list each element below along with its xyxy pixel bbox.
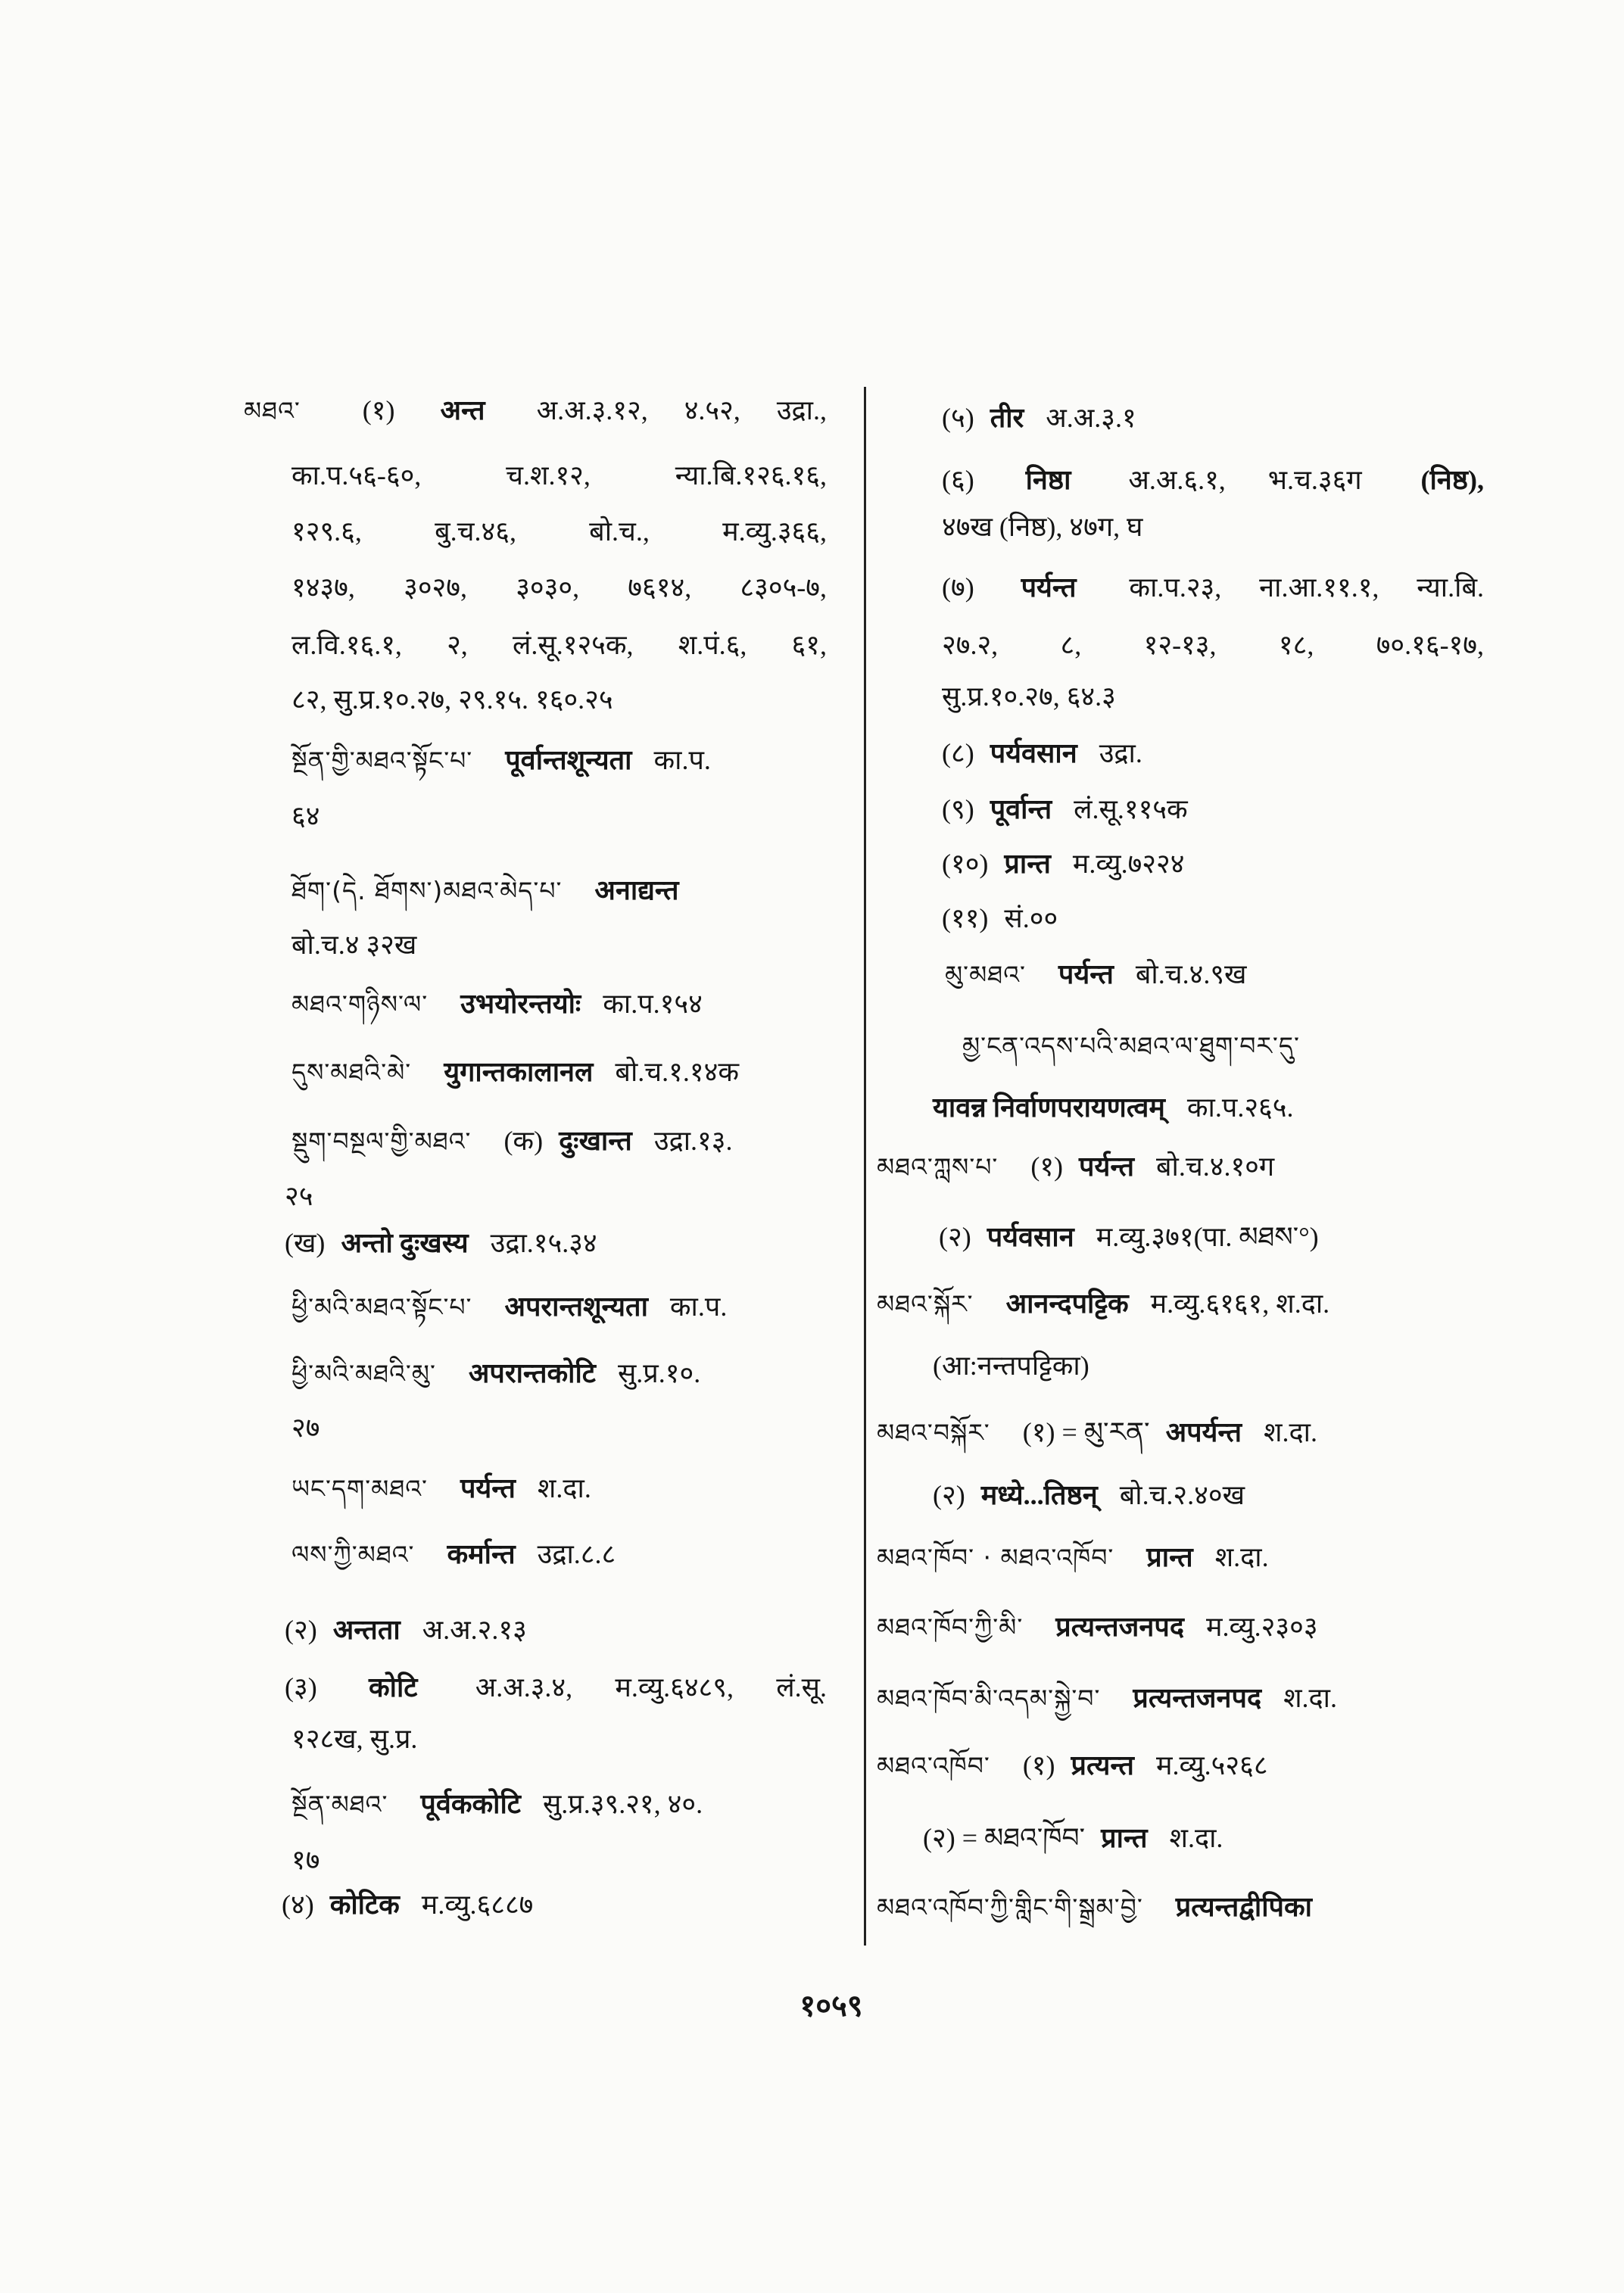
sense-number: (११) <box>942 903 989 933</box>
reference: १२९.६, बु.च.४६, बो.च., म.व्यु.३६६, <box>291 516 827 547</box>
reference: बो.च.२.४०ख <box>1119 1480 1245 1510</box>
reference: म.व्यु.५२६८ <box>1155 1750 1268 1781</box>
sanskrit-term: मध्ये...तिष्ठन् <box>980 1480 1098 1510</box>
reference: म.व्यु.७२२४ <box>1072 849 1185 879</box>
reference: का.प.५६-६०, च.श.१२, न्या.बि.१२६.१६, <box>291 460 827 491</box>
sanskrit-term: आनन्दपट्टिक <box>1005 1288 1129 1319</box>
entry-line <box>877 1877 1327 1937</box>
entry-line <box>877 1597 1318 1657</box>
entry-line <box>942 497 1142 557</box>
sense-number: (१) <box>1022 1750 1055 1781</box>
entry-line <box>923 1808 1223 1868</box>
tibetan-headword: མཐའ་ཁོབ་མི་འདམ་སྐྱེ་བ་ <box>877 1684 1101 1713</box>
tibetan-headword: མཐའ་ཁོབ་ཀྱི་མི་ <box>877 1612 1024 1642</box>
sense-number: (६) <box>942 465 974 495</box>
sense-number: (९) <box>942 794 974 824</box>
sanskrit-term: अनाद्यन्त <box>594 875 679 905</box>
tibetan-headword: མཐའ་འཁོབ་ཀྱི་གླིང་གི་སྒྲམ་བྱེ་ <box>877 1893 1143 1922</box>
tibetan-headword: མུ་མཐའ་ <box>945 960 1026 989</box>
reference: अ.अ.३.४, म.व्यु.६४८९, लं.सू. <box>475 1672 828 1703</box>
reference: श.दा. <box>1169 1823 1223 1853</box>
sanskrit-term: पूर्वान्त <box>990 794 1052 824</box>
entry-line <box>942 557 1484 618</box>
page-number: १०५९ <box>800 1989 863 2023</box>
sanskrit-term: कोटि <box>368 1672 418 1703</box>
sense-number: (१) <box>1030 1151 1064 1182</box>
sanskrit-term: यावन्न निर्वाणपरायणत्वम् <box>933 1092 1165 1123</box>
reference: अ.अ.६.१, भ.च.३६ग <box>1128 465 1362 495</box>
tibetan-headword: ཕྱི་མའི་མཐའ་སྟོང་པ་ <box>291 1292 472 1322</box>
tibetan-headword: ཕྱི་མའི་མཐའི་མུ་ <box>291 1359 436 1388</box>
tibetan-headword: མཐའ་ <box>244 396 301 425</box>
sanskrit-term: प्रत्यन्त <box>1071 1750 1134 1781</box>
sense-number: (१०) <box>942 849 989 879</box>
tibetan-headword: སྔོན་གྱི་མཐའ་སྟོང་པ་ <box>291 746 473 775</box>
sanskrit-term: पूर्वान्तशून्यता <box>505 745 632 775</box>
entry-line <box>933 1465 1245 1525</box>
entry-line <box>877 1136 1274 1197</box>
entry-line <box>942 388 1136 448</box>
sanskrit-term: प्रान्त <box>1101 1823 1148 1853</box>
reference: (आ:नन्तपट्टिका) <box>933 1351 1089 1381</box>
reference: श.दा. <box>1214 1542 1269 1572</box>
reference: म.व्यु.३७१(पा. མཐས་°) <box>1096 1222 1319 1252</box>
sense-number: (३) <box>285 1672 317 1703</box>
entry-line <box>877 1735 1268 1796</box>
sanskrit-term: कोटिक <box>329 1890 400 1920</box>
sense-number: (ख) <box>285 1228 326 1258</box>
reference: उद्रा.८.८ <box>537 1539 616 1569</box>
sanskrit-term: अन्तो दुःखस्य <box>341 1228 469 1258</box>
reference: श.दा. <box>1264 1417 1317 1447</box>
sanskrit-term: अपरान्तकोटि <box>468 1358 596 1388</box>
reference: अ.अ.३.१ <box>1046 403 1136 433</box>
sense-number: (क) <box>503 1126 544 1156</box>
reference: श.दा. <box>537 1473 591 1503</box>
entry-line <box>942 666 1116 727</box>
sanskrit-term: अपर्यन्त <box>1165 1417 1242 1447</box>
sense-number: (१) <box>362 395 395 425</box>
sense-number: (१) = མུ་རན་ <box>1022 1417 1150 1447</box>
reference: का.प.१५४ <box>603 989 703 1019</box>
tibetan-headword: ཡང་དག་མཐའ་ <box>291 1474 428 1503</box>
sanskrit-term: पर्यन्त <box>1021 572 1077 603</box>
entry-line <box>962 1015 1326 1076</box>
sanskrit-term: पर्यवसान <box>987 1222 1074 1252</box>
reference: श.दा. <box>1283 1683 1337 1713</box>
reference: उद्रा.१३. <box>653 1126 733 1156</box>
tibetan-headword: མཐའ་ཁོབ་ · མཐའ་འཁོབ་ <box>877 1543 1114 1572</box>
sanskrit-term: तीर <box>990 403 1024 433</box>
sanskrit-term: उभयोरन्तयोः <box>460 989 581 1019</box>
tibetan-headword: སྡུག་བསྔལ་གྱི་མཐའ་ <box>291 1126 472 1156</box>
reference: ल.वि.१६.१, २, लं.सू.१२५क, श.पं.६, ६१, <box>291 630 827 660</box>
reference: २७ <box>291 1413 320 1443</box>
reference: बो.च.१.१४क <box>615 1057 739 1087</box>
sanskrit-term: पर्यन्त <box>460 1473 516 1503</box>
sense-number: (८) <box>942 738 974 768</box>
entry-line <box>942 779 1188 840</box>
variant-term: (निष्ठ), <box>1420 465 1484 495</box>
reference: का.प. <box>653 745 711 775</box>
sense-number: (२) <box>285 1615 317 1645</box>
sanskrit-term: कर्मान्त <box>447 1539 516 1569</box>
sanskrit-term: प्रत्यन्तजनपद <box>1055 1612 1184 1642</box>
sanskrit-term: पर्यन्त <box>1058 959 1114 989</box>
entry-line <box>877 1402 1317 1463</box>
sanskrit-term: प्रत्यन्तद्वीपिका <box>1175 1892 1312 1922</box>
tibetan-headword: མཐའ་བསྐོར་ <box>877 1418 990 1447</box>
sanskrit-term: प्रान्त <box>1146 1542 1193 1572</box>
tibetan-headword: མཐའ་གཉིས་ལ་ <box>291 989 429 1019</box>
tibetan-headword: ལས་ཀྱི་མཐའ་ <box>291 1540 415 1569</box>
sense-number: (२) = མཐའ་ཁོབ་ <box>923 1823 1086 1853</box>
sense-number: (७) <box>942 572 974 603</box>
tibetan-headword: མཐའ་ཀླས་པ་ <box>877 1152 999 1182</box>
reference: का.प.२३, ना.आ.११.१, न्या.बि. <box>1129 572 1485 603</box>
reference: लं.सू.११५क <box>1074 794 1188 824</box>
reference: बो.च.४ ३२ख <box>291 930 417 960</box>
reference: ८२, सु.प्र.१०.२७, २९.१५. १६०.२५ <box>291 684 613 715</box>
reference: बो.च.४.९ख <box>1135 959 1247 989</box>
entry-line <box>942 723 1142 784</box>
entry-line <box>945 944 1247 1005</box>
reference: सु.प्र.३९.२१, ४०. <box>542 1789 703 1819</box>
tibetan-headword: ཐོག་(དེ. ཐོགས་)མཐའ་མེད་པ་ <box>291 876 563 905</box>
reference: १४३७, ३०२७, ३०३०, ७६१४, ८३०५-७, <box>291 572 827 603</box>
reference: उद्रा.१५.३४ <box>490 1228 597 1258</box>
tibetan-headword: མྱ་ངན་འདས་པའི་མཐའ་ལ་ཐུག་བར་དུ་ <box>962 1031 1300 1061</box>
entry-line <box>877 1527 1269 1587</box>
sanskrit-term: अन्त <box>440 395 485 425</box>
reference: सं.०० <box>1004 903 1058 933</box>
reference: उद्रा. <box>1099 738 1142 768</box>
tibetan-headword: མཐའ་འཁོབ་ <box>877 1751 990 1781</box>
sense-number: (२) <box>939 1222 971 1252</box>
reference: ४७ख (निष्ठ), ४७ग, घ <box>942 512 1143 542</box>
reference: १७ <box>291 1845 320 1875</box>
sanskrit-term: अन्तता <box>332 1615 401 1645</box>
reference: १२८ख, सु.प्र. <box>291 1724 418 1754</box>
entry-line <box>877 1273 1329 1334</box>
sanskrit-term: पर्यन्त <box>1079 1151 1134 1182</box>
sanskrit-term: पूर्वककोटि <box>420 1789 521 1819</box>
reference: म.व्यु.६८८७ <box>421 1890 534 1920</box>
tibetan-headword: མཐའ་སྐོར་ <box>877 1289 974 1319</box>
sanskrit-term: पर्यवसान <box>990 738 1077 768</box>
sanskrit-term: प्रान्त <box>1004 849 1051 879</box>
entry-line <box>942 833 1184 894</box>
entry-line <box>933 1335 1089 1396</box>
reference: अ.अ.२.१३ <box>422 1615 527 1645</box>
tibetan-headword: དུས་མཐའི་མེ་ <box>291 1058 412 1087</box>
sanskrit-term: दुःखान्त <box>559 1126 632 1156</box>
sense-number: (५) <box>942 403 974 433</box>
sanskrit-term: युगान्तकालानल <box>444 1057 594 1087</box>
reference: का.प.२६५. <box>1186 1092 1294 1123</box>
entry-line <box>877 1668 1337 1728</box>
reference: बो.च.४.१०ग <box>1155 1151 1275 1182</box>
reference: अ.अ.३.१२, ४.५२, उद्रा., <box>536 395 827 425</box>
reference: का.प. <box>669 1291 728 1322</box>
tibetan-headword: སྔོན་མཐའ་ <box>291 1790 388 1819</box>
reference: ६४ <box>291 801 320 831</box>
reference: २५ <box>285 1181 313 1211</box>
entry-line <box>942 888 1058 949</box>
sense-number: (२) <box>933 1480 965 1510</box>
reference: २७.२, ८, १२-१३, १८, ७०.१६-१७, <box>942 630 1484 660</box>
sanskrit-term: अपरान्तशून्यता <box>504 1291 648 1322</box>
sanskrit-term: प्रत्यन्तजनपद <box>1133 1683 1262 1713</box>
entry-line <box>939 1207 1319 1267</box>
entry-line <box>933 1077 1294 1138</box>
reference: सु.प्र.१०. <box>617 1358 701 1388</box>
sense-number: (४) <box>282 1890 314 1920</box>
reference: सु.प्र.१०.२७, ६४.३ <box>942 681 1116 712</box>
reference: म.व्यु.६१६१, श.दा. <box>1150 1288 1330 1319</box>
reference: म.व्यु.२३०३ <box>1205 1612 1318 1642</box>
sanskrit-term: निष्ठा <box>1025 465 1071 495</box>
